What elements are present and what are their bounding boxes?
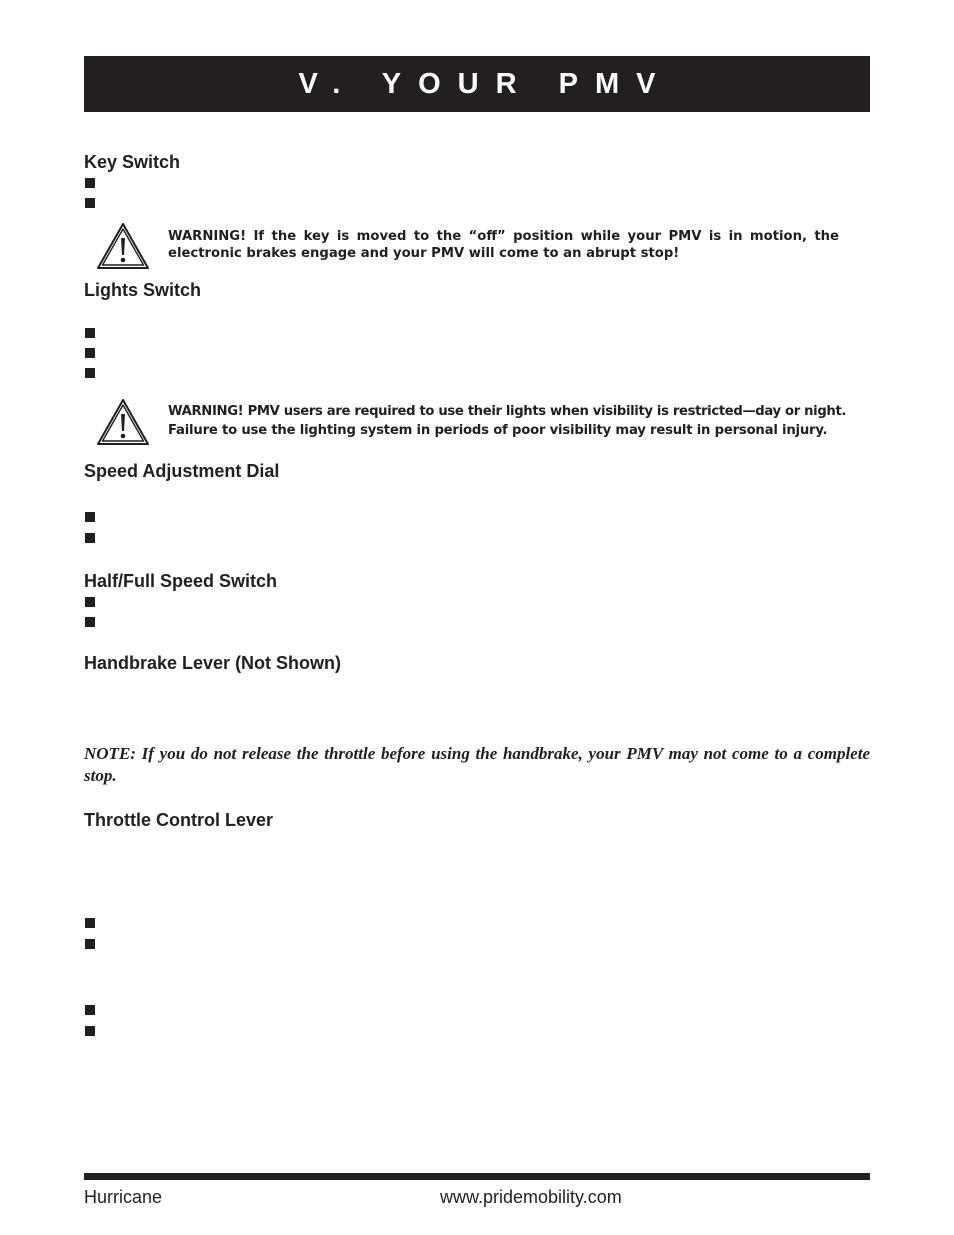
heading-lights-switch: Lights Switch	[84, 280, 201, 300]
warning-text-lights-line2: Failure to use the lighting system in periods of poor visibility may result in personal injury.	[168, 423, 828, 438]
heading-key-switch: Key Switch	[84, 152, 181, 172]
square-bullet-icon	[85, 597, 95, 607]
square-bullet-icon	[85, 617, 95, 627]
heading-half-full-speed-switch: Half/Full Speed Switch	[84, 571, 278, 591]
warning-triangle-icon	[96, 398, 150, 446]
heading-speed-adjustment-dial: Speed Adjustment Dial	[84, 461, 280, 481]
square-bullet-icon	[85, 1005, 95, 1015]
square-bullet-icon	[85, 533, 95, 543]
footer-product-name: Hurricane	[84, 1187, 163, 1207]
warning-text-key-line1: WARNING! If the key is moved to the “off” position while your PMV is in motion, the	[168, 229, 839, 244]
square-bullet-icon	[85, 348, 95, 358]
square-bullet-icon	[85, 328, 95, 338]
square-bullet-icon	[85, 178, 95, 188]
warning-triangle-icon	[96, 222, 150, 270]
square-bullet-icon	[85, 198, 95, 208]
chapter-title: V. YOUR PMV	[298, 67, 673, 100]
square-bullet-icon	[85, 512, 95, 522]
warning-text-key-line2: electronic brakes engage and your PMV will come to an abrupt stop!	[168, 246, 680, 261]
note-handbrake: NOTE: If you do not release the throttle before using the handbrake, your PMV may not come to a complete stop.	[84, 744, 870, 785]
heading-throttle-control-lever: Throttle Control Lever	[84, 810, 274, 830]
footer-website: www.pridemobility.com	[440, 1187, 622, 1207]
square-bullet-icon	[85, 1026, 95, 1036]
warning-text-lights-line1: WARNING! PMV users are required to use their lights when visibility is restricted—day or night.	[168, 404, 847, 419]
footer-rule	[84, 1173, 870, 1180]
square-bullet-icon	[85, 918, 95, 928]
square-bullet-icon	[85, 368, 95, 378]
chapter-title-bar	[84, 56, 870, 112]
square-bullet-icon	[85, 939, 95, 949]
heading-handbrake-lever: Handbrake Lever (Not Shown)	[84, 653, 342, 673]
